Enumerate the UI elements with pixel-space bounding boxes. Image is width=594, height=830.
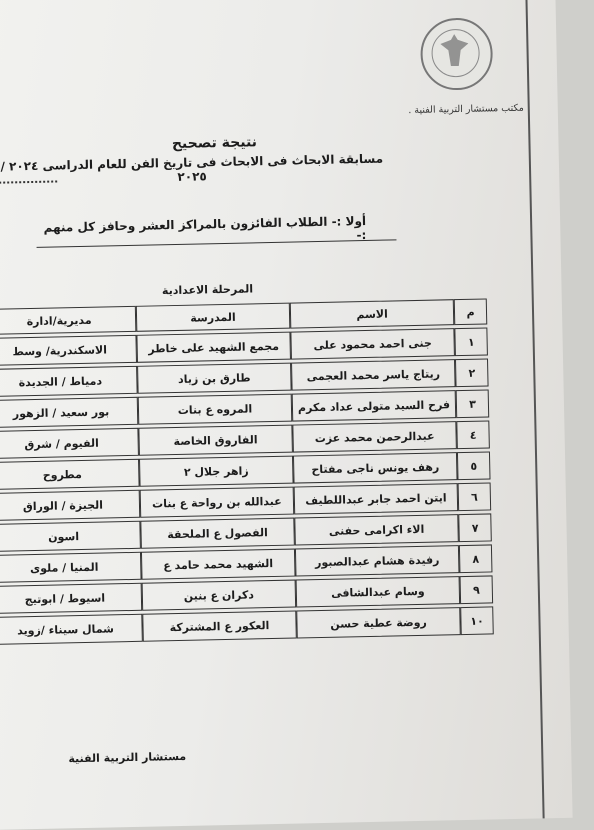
cell-directorate: اسون <box>0 521 141 552</box>
cell-num: ١ <box>455 327 488 356</box>
page-edge-line <box>525 0 544 818</box>
cell-num: ٥ <box>457 451 490 480</box>
cell-name: روضة عطية حسن <box>296 607 461 638</box>
cell-school: الفاروق الخاصة <box>138 425 293 456</box>
cell-directorate: اسيوط / ابوتيج <box>0 583 142 614</box>
cell-num: ١٠ <box>460 606 493 635</box>
stage-label: المرحلة الاعدادية <box>161 282 254 298</box>
cell-school: الفصول ع الملحقة <box>140 518 295 549</box>
cell-directorate: مطروح <box>0 459 140 490</box>
cell-school: مجمع الشهيد على خاطر <box>136 332 291 363</box>
signature-line: مستشار التربية الفنية <box>68 749 187 766</box>
cell-num: ٦ <box>458 482 491 511</box>
cell-school: عبدالله بن رواحة ع بنات <box>140 487 295 518</box>
cell-school: الشهيد محمد حامد ع <box>141 549 296 580</box>
header-num: م <box>454 298 487 325</box>
ministry-seal-logo <box>420 17 493 90</box>
cell-directorate: الفيوم / شرق <box>0 428 139 459</box>
cell-directorate: المنيا / ملوى <box>0 552 142 583</box>
results-table <box>0 295 494 648</box>
cell-school: طارق بن زياد <box>137 363 292 394</box>
cell-name: رفيدة هشام عبدالصبور <box>295 545 460 576</box>
cell-directorate: الجيزة / الوراق <box>0 490 140 521</box>
cell-directorate: دمياط / الجديدة <box>0 366 138 397</box>
cell-name: ريتاج ياسر محمد العجمى <box>291 359 456 390</box>
cell-num: ٨ <box>459 544 492 573</box>
header-directorate: مديرية/ادارة <box>0 306 136 335</box>
cell-num: ٩ <box>460 575 493 604</box>
cell-school: دكران ع بنين <box>142 580 297 611</box>
cell-name: عبدالرحمن محمد عزت <box>292 421 457 452</box>
cell-name: جنى احمد محمود على <box>290 328 455 359</box>
cell-school: المروه ع بنات <box>138 394 293 425</box>
header-name: الاسم <box>290 299 455 328</box>
header-school: المدرسة <box>136 303 290 332</box>
cell-directorate: شمال سيناء /زويد <box>0 614 143 645</box>
cell-directorate: بور سعيد / الزهور <box>0 397 138 428</box>
cell-num: ٢ <box>455 358 488 387</box>
document-subtitle: مسابقة الابحاث فى الابحاث فى تاريخ الفن للعام الدراسى ٢٠٢٤ / ٢٠٢٥ <box>0 151 384 184</box>
cell-name: وسام عبدالشافى <box>296 576 461 607</box>
office-name: مكتب مستشار التربية الفنية . <box>408 102 524 117</box>
cell-directorate: الاسكندرية/ وسط <box>0 335 137 366</box>
document-title: نتيجة تصحيح <box>171 134 258 153</box>
cell-school: زاهر جلال ٢ <box>139 456 294 487</box>
cell-num: ٧ <box>458 513 491 542</box>
cell-num: ٤ <box>456 420 489 449</box>
cell-school: العكور ع المشتركة <box>142 611 297 642</box>
cell-num: ٣ <box>456 389 489 418</box>
cell-name: ايتن احمد جابر عبداللطيف <box>294 483 459 514</box>
cell-name: الاء اكرامى حفنى <box>294 514 459 545</box>
cell-name: فرح السيد متولى عداد مكرم <box>292 390 457 421</box>
section-heading: أولا :- الطلاب الفائزون بالمراكز العشر وحافز كل منهم :- <box>43 213 367 243</box>
cell-name: رهف يونس ناجى مفتاح <box>293 452 458 483</box>
